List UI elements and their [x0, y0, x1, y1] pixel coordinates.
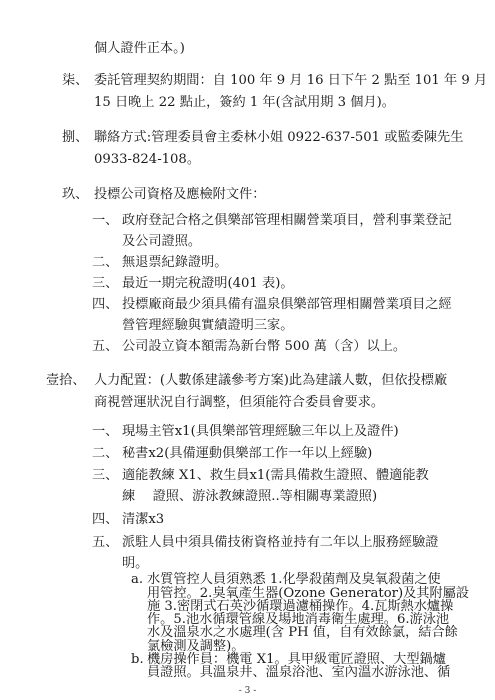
section-9-item-4-num: 四、 [92, 297, 119, 312]
staff-item-3-text: 適能教練 X1、救生員x1(需具備救生證照、體適能教 [122, 468, 429, 483]
staff-item-3-num: 三、 [92, 468, 119, 483]
continuation-line: 個人證件正本。) [94, 41, 185, 56]
section-8-label: 捌、 [62, 130, 89, 145]
section-9-item-2-text: 無退票紀錄證明。 [122, 255, 228, 270]
staff-item-3-cont: 練 證照、游泳教練證照..等相關專業證照) [122, 489, 378, 504]
section-11-label: 壹拾、 [46, 373, 86, 388]
section-9-item-5-num: 五、 [92, 339, 119, 354]
sub-item-a-line-3: 施 3.密閉式石英沙循環過濾桶操作。4.瓦斯熱水爐操 [147, 598, 454, 614]
section-9-item-3-text: 最近一期完稅證明(401 表)。 [122, 276, 294, 291]
staff-item-5-num: 五、 [92, 535, 119, 550]
sub-item-a-line-1: 水質管控人員須熟悉 1.化學殺菌劑及臭氧殺菌之使 [147, 572, 441, 588]
sub-item-a-mark: a. [131, 572, 144, 588]
staff-item-5-cont: 明。 [122, 556, 149, 571]
section-9-item-3-num: 三、 [92, 276, 119, 291]
section-11-text: 人力配置：(人數係建議參考方案)此為建議人數，但依投標廠 [94, 373, 448, 388]
section-9-item-4-cont: 營管理經驗與實績證明三家。 [122, 318, 294, 333]
section-7-cont: 15 日晚上 22 點止，簽約 1 年(含試用期 3 個月)。 [94, 95, 395, 110]
section-8-text: 聯絡方式:管理委員會主委林小姐 0922-637-501 或監委陳先生 [94, 130, 464, 145]
section-9-item-5-text: 公司設立資本額需為新台幣 500 萬（含）以上。 [122, 339, 407, 354]
section-9-item-1-num: 一、 [92, 213, 119, 228]
staff-item-1-text: 現場主管x1(具俱樂部管理經驗三年以上及證件) [122, 424, 399, 439]
staff-item-4-num: 四、 [92, 512, 119, 527]
sub-item-b-line-1: 機房操作員：機電 X1。具甲級電匠證照、大型鍋爐 [147, 651, 446, 667]
section-8-cont: 0933-824-108。 [94, 152, 201, 167]
sub-item-a-line-6: 氯檢測及調整)。 [147, 638, 245, 654]
section-9-item-2-num: 二、 [92, 255, 119, 270]
sub-item-b-line-2: 員證照。具溫泉井、溫泉浴池、室內溫水游泳池、循 [147, 665, 451, 680]
section-9-title: 投標公司資格及應檢附文件： [94, 187, 266, 202]
page-number: - 3 - [238, 686, 257, 696]
staff-item-2-text: 秘書x2(具備運動俱樂部工作一年以上經驗) [122, 446, 373, 461]
sub-item-a-line-2: 用管控。2.臭氧產生器(Ozone Generator)及其附屬設 [147, 585, 470, 601]
section-9-item-1-text: 政府登記合格之俱樂部管理相關營業項目，營利事業登記 [122, 213, 452, 228]
staff-item-5-text: 派駐人員中須具備技術資格並持有二年以上服務經驗證 [122, 535, 439, 550]
staff-item-2-num: 二、 [92, 446, 119, 461]
staff-item-4-text: 清潔x3 [122, 512, 165, 527]
sub-item-a-line-4: 作。5.池水循環管線及場地消毒衛生處理。6.游泳池 [147, 612, 450, 628]
sub-item-b-mark: b. [131, 651, 144, 667]
staff-item-1-num: 一、 [92, 424, 119, 439]
section-7-label: 柒、 [62, 73, 89, 88]
section-9-item-4-text: 投標廠商最少須具備有溫泉俱樂部管理相關營業項目之經 [122, 297, 452, 312]
sub-item-a-line-5: 水及溫泉水之水處理(含 PH 值，自有效餘氯，結合餘 [147, 625, 458, 641]
section-9-label: 玖、 [62, 187, 89, 202]
section-11-cont: 商視營運狀況自行調整，但須能符合委員會要求。 [94, 395, 385, 410]
section-9-item-1-cont: 及公司證照。 [122, 234, 202, 249]
section-7-text: 委託管理契約期間：自 100 年 9 月 16 日下午 2 點至 101 年 9 月 [94, 73, 488, 88]
